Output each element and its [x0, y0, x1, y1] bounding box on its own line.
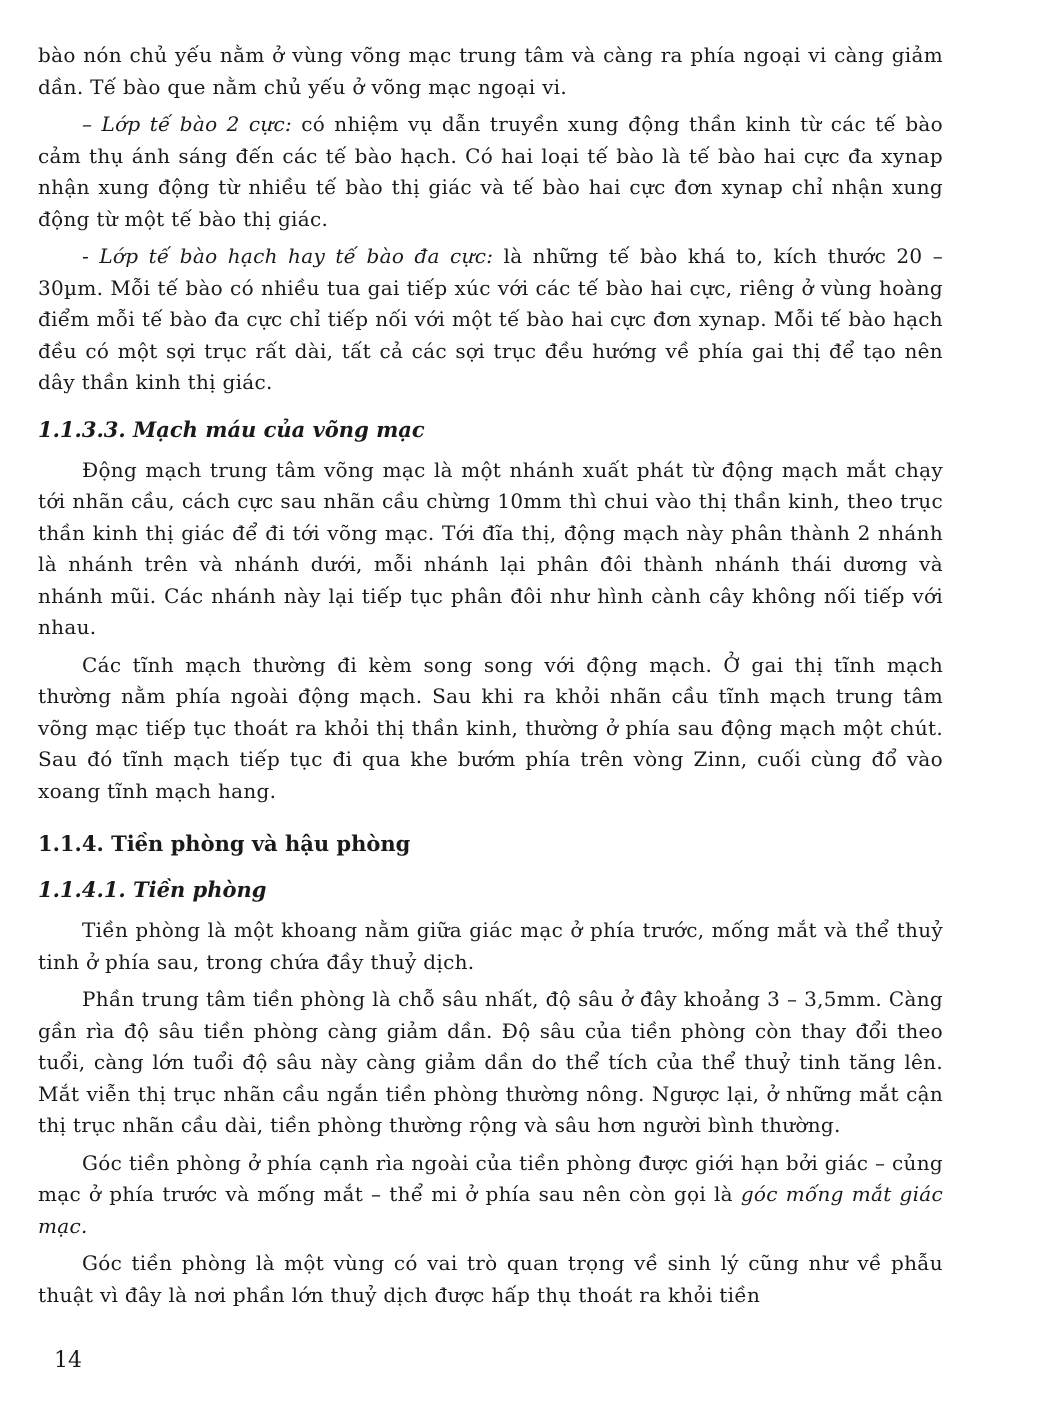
heading-1-1-4: 1.1.4. Tiền phòng và hậu phòng — [38, 831, 411, 856]
page-number: 14 — [54, 1348, 82, 1373]
heading-1-1-3-3: 1.1.3.3. Mạch máu của võng mạc — [38, 416, 425, 442]
term-ganglion-layer: - Lớp tế bào hạch hay tế bào đa cực: — [82, 244, 494, 268]
paragraph-chamber-angle — [38, 1148, 943, 1243]
paragraph-cone-cells: bào nón chủ yếu nằm ở vùng võng mạc trung tâm và càng ra phía ngoại vi càng giảm dần. Tế bào que nằm chủ yếu ở võng mạc ngoại vi. — [38, 43, 943, 99]
heading-1-1-4-1: 1.1.4.1. Tiền phòng — [38, 877, 267, 902]
bipolar-layer-text: có nhiệm vụ dẫn truyền xung động thần kinh từ các tế bào cảm thụ ánh sáng đến các tế bào hạch. Có hai loại tế bào là tế bào hai cực đa xynap nhận xung động từ nhiều tế bào thị giác và tế bào hai cực đơn xynap chỉ nhận xung động từ một tế bào thị giác. — [38, 112, 943, 231]
paragraph-anterior-chamber: Tiền phòng là một khoang nằm giữa giác mạc ở phía trước, mống mắt và thể thuỷ tinh ở phía sau, trong chứa đầy thuỷ dịch. — [38, 918, 943, 974]
paragraph-veins: Các tĩnh mạch thường đi kèm song song với động mạch. Ở gai thị tĩnh mạch thường nằm phía ngoài động mạch. Sau khi ra khỏi nhãn cầu tĩnh mạch trung tâm võng mạc tiếp tục thoát ra khỏi thị thần kinh, thường ở phía sau động mạch một chút. Sau đó tĩnh mạch tiếp tục đi qua khe bướm phía trên vòng Zinn, cuối cùng đổ vào xoang tĩnh mạch hang. — [38, 652, 943, 803]
chamber-angle-text: Góc tiền phòng ở phía cạnh rìa ngoài của tiền phòng được giới hạn bởi giác – củng mạc ở phía trước và mống mắt – thể mi ở phía sau nên còn gọi là — [38, 1150, 943, 1206]
paragraph-angle-importance: Góc tiền phòng là một vùng có vai trò quan trọng về sinh lý cũng như về phẫu thuật vì đây là nơi phần lớn thuỷ dịch được hấp thụ thoát ra khỏi tiền — [38, 1251, 943, 1307]
paragraph-ganglion-layer — [38, 241, 943, 399]
term-chamber-angle: góc mống mắt giác mạc. — [38, 1182, 943, 1238]
term-bipolar-layer: – Lớp tế bào 2 cực: — [82, 112, 293, 136]
paragraph-chamber-depth: Phần trung tâm tiền phòng là chỗ sâu nhất, độ sâu ở đây khoảng 3 – 3,5mm. Càng gần rìa độ sâu tiền phòng càng giảm dần. Độ sâu của tiền phòng còn thay đổi theo tuổi, càng lớn tuổi độ sâu này càng giảm dần do thể tích của thể thuỷ tinh tăng lên. Mắt viễn thị trục nhãn cầu ngắn tiền phòng thường nông. Ngược lại, ở những mắt cận thị trục nhãn cầu dài, tiền phòng thường rộng và sâu hơn người bình thường. — [38, 987, 943, 1137]
paragraph-bipolar-layer — [38, 109, 943, 235]
paragraph-central-artery: Động mạch trung tâm võng mạc là một nhánh xuất phát từ động mạch mắt chạy tới nhãn cầu, cách cực sau nhãn cầu chừng 10mm thì chui vào thị thần kinh, theo trục thần kinh thị giác để đi tới võng mạc. Tới đĩa thị, động mạch này phân thành 2 nhánh là nhánh trên và nhánh dưới, mỗi nhánh lại phân đôi thành nhánh thái dương và nhánh mũi. Các nhánh này lại tiếp tục phân đôi như hình cành cây không nối tiếp với nhau. — [38, 457, 943, 639]
ganglion-layer-text: là những tế bào khá to, kích thước 20 – 30µm. Mỗi tế bào có nhiều tua gai tiếp xúc với các tế bào hai cực, riêng ở vùng hoàng điểm mỗi tế bào đa cực chỉ tiếp nối với một tế bào hai cực đơn xynap. Mỗi tế bào hạch đều có một sợi trục rất dài, tất cả các sợi trục đều hướng về phía gai thị để tạo nên dây thần kinh thị giác. — [38, 244, 944, 394]
